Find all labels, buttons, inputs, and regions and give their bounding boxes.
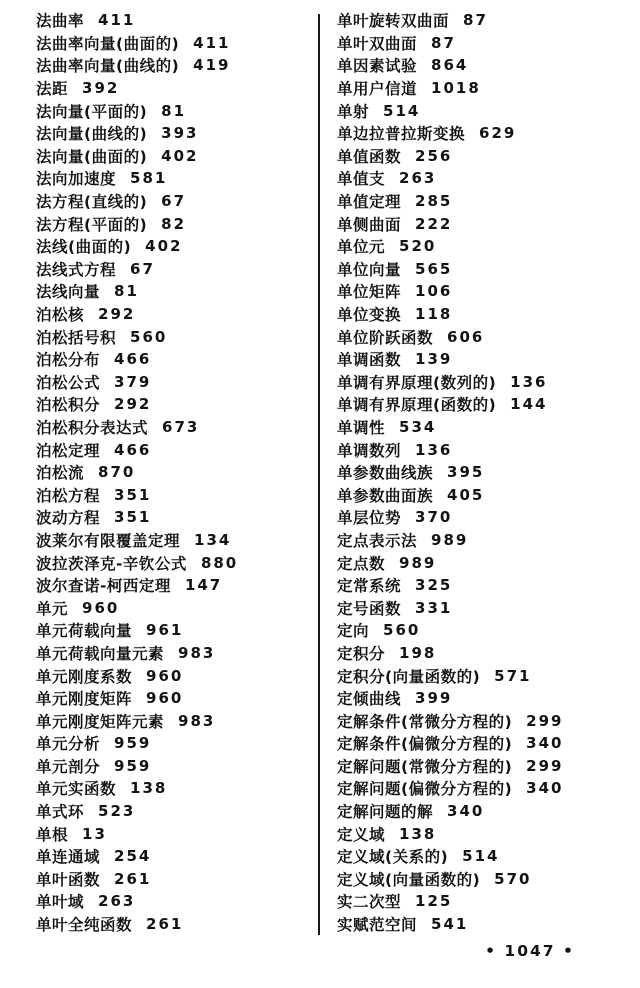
index-entry xyxy=(36,845,314,868)
entry-page-number: 285 xyxy=(415,192,453,211)
entry-page-number: 960 xyxy=(82,598,120,617)
entry-term: 法向量(曲线的) xyxy=(36,125,148,144)
entry-page-number: 419 xyxy=(193,56,231,75)
entry-term: 单参数曲面族 xyxy=(337,486,434,505)
index-entry xyxy=(36,258,314,281)
index-entry xyxy=(36,99,314,122)
index-entry xyxy=(337,732,637,755)
index-entry xyxy=(36,303,314,326)
entry-term: 单因素试验 xyxy=(337,57,418,76)
entry-term: 单值定理 xyxy=(337,193,402,212)
entry-term: 单边拉普拉斯变换 xyxy=(337,125,466,144)
entry-term: 定倾曲线 xyxy=(337,690,402,709)
entry-page-number: 402 xyxy=(145,237,183,256)
entry-term: 法曲率向量(曲面的) xyxy=(36,34,180,53)
entry-page-number: 106 xyxy=(415,282,453,301)
entry-page-number: 136 xyxy=(415,440,453,459)
entry-term: 单元刚度矩阵元素 xyxy=(36,712,165,731)
entry-term: 定解条件(偏微分方程的) xyxy=(337,735,513,754)
entry-page-number: 959 xyxy=(114,734,152,753)
entry-page-number: 606 xyxy=(447,327,485,346)
index-entry xyxy=(36,122,314,145)
entry-term: 法曲率向量(曲线的) xyxy=(36,57,180,76)
index-entry xyxy=(337,574,637,597)
entry-page-number: 87 xyxy=(463,11,488,30)
index-entry xyxy=(337,687,637,710)
entry-term: 单元剖分 xyxy=(36,757,101,776)
index-entry xyxy=(337,190,637,213)
entry-term: 实二次型 xyxy=(337,893,402,912)
entry-term: 单调有界原理(函数的) xyxy=(337,396,497,415)
entry-page-number: 393 xyxy=(161,124,199,143)
index-entry xyxy=(337,303,637,326)
entry-term: 泊松括号积 xyxy=(36,328,117,347)
index-entry xyxy=(337,32,637,55)
index-entry xyxy=(337,122,637,145)
entry-term: 定义域(向量函数的) xyxy=(337,870,481,889)
page-number: • 1047 • xyxy=(485,942,575,960)
entry-term: 单叶旋转双曲面 xyxy=(337,12,450,31)
index-entry xyxy=(36,212,314,235)
index-entry xyxy=(337,664,637,687)
entry-page-number: 673 xyxy=(162,417,200,436)
index-entry xyxy=(36,325,314,348)
entry-page-number: 534 xyxy=(399,417,437,436)
index-entry xyxy=(36,393,314,416)
entry-page-number: 370 xyxy=(415,508,453,527)
index-entry xyxy=(337,596,637,619)
index-entry xyxy=(36,777,314,800)
entry-page-number: 959 xyxy=(114,756,152,775)
index-entry xyxy=(36,687,314,710)
entry-term: 法方程(平面的) xyxy=(36,215,148,234)
entry-page-number: 125 xyxy=(415,892,453,911)
entry-term: 法线式方程 xyxy=(36,260,117,279)
index-column-left xyxy=(36,9,314,935)
entry-term: 单元实函数 xyxy=(36,780,117,799)
entry-page-number: 299 xyxy=(526,711,564,730)
entry-page-number: 261 xyxy=(146,915,184,934)
entry-page-number: 880 xyxy=(200,553,239,572)
entry-page-number: 256 xyxy=(415,146,453,165)
index-entry xyxy=(337,393,637,416)
entry-term: 定点数 xyxy=(337,554,386,573)
entry-term: 单元荷载向量 xyxy=(36,622,133,641)
index-entry xyxy=(36,868,314,891)
entry-page-number: 523 xyxy=(98,802,136,821)
index-entry xyxy=(36,235,314,258)
index-column-right xyxy=(337,9,637,935)
entry-term: 单位阶跃函数 xyxy=(337,328,434,347)
entry-term: 单调函数 xyxy=(337,351,402,370)
entry-page-number: 960 xyxy=(146,666,184,685)
entry-page-number: 139 xyxy=(415,350,453,369)
index-entry xyxy=(337,348,637,371)
index-entry xyxy=(36,280,314,303)
index-entry xyxy=(337,755,637,778)
entry-page-number: 263 xyxy=(399,169,437,188)
entry-term: 单叶域 xyxy=(36,893,85,912)
entry-page-number: 87 xyxy=(431,33,456,52)
entry-page-number: 67 xyxy=(130,259,155,278)
index-entry xyxy=(36,822,314,845)
entry-page-number: 254 xyxy=(114,847,152,866)
index-entry xyxy=(36,32,314,55)
entry-page-number: 989 xyxy=(431,530,469,549)
index-entry xyxy=(36,642,314,665)
index-entry xyxy=(36,371,314,394)
entry-page-number: 261 xyxy=(114,869,152,888)
entry-term: 单射 xyxy=(337,102,370,121)
index-entry xyxy=(337,212,637,235)
entry-term: 定解问题(偏微分方程的) xyxy=(337,780,513,799)
entry-term: 单值函数 xyxy=(337,147,402,166)
entry-page-number: 629 xyxy=(479,124,517,143)
index-entry xyxy=(337,709,637,732)
index-entry xyxy=(36,755,314,778)
index-entry xyxy=(337,438,637,461)
entry-term: 法向加速度 xyxy=(36,170,117,189)
entry-page-number: 138 xyxy=(130,779,168,798)
index-entry xyxy=(36,167,314,190)
entry-term: 单位向量 xyxy=(337,260,402,279)
index-entry xyxy=(36,483,314,506)
entry-page-number: 411 xyxy=(98,11,136,30)
entry-page-number: 541 xyxy=(431,915,469,934)
index-entry xyxy=(337,822,637,845)
entry-page-number: 292 xyxy=(114,395,152,414)
entry-term: 波莱尔有限覆盖定理 xyxy=(36,531,181,550)
entry-term: 单调数列 xyxy=(337,441,402,460)
entry-term: 单叶双曲面 xyxy=(337,34,418,53)
index-entry xyxy=(36,913,314,936)
entry-page-number: 331 xyxy=(415,598,453,617)
index-entry xyxy=(337,483,637,506)
entry-term: 定积分 xyxy=(337,644,386,663)
index-entry xyxy=(337,9,637,32)
index-entry xyxy=(36,596,314,619)
entry-page-number: 983 xyxy=(178,711,216,730)
entry-page-number: 405 xyxy=(447,485,485,504)
entry-page-number: 81 xyxy=(161,101,187,120)
entry-page-number: 399 xyxy=(415,689,453,708)
index-entry xyxy=(36,438,314,461)
index-entry xyxy=(36,551,314,574)
entry-term: 定解条件(常微分方程的) xyxy=(337,712,513,731)
entry-page-number: 198 xyxy=(399,643,437,662)
entry-page-number: 340 xyxy=(526,734,564,753)
entry-term: 波尔查诺-柯西定理 xyxy=(36,577,171,596)
index-entry xyxy=(337,913,637,936)
entry-term: 单元 xyxy=(36,599,69,618)
entry-term: 单元刚度系数 xyxy=(36,667,133,686)
entry-page-number: 144 xyxy=(510,395,548,414)
entry-term: 单元分析 xyxy=(36,735,101,754)
entry-term: 单调有界原理(数列的) xyxy=(337,373,497,392)
entry-page-number: 392 xyxy=(82,79,120,98)
index-entry xyxy=(337,99,637,122)
entry-term: 法线向量 xyxy=(36,283,101,302)
index-entry xyxy=(337,145,637,168)
entry-page-number: 989 xyxy=(399,553,437,572)
index-entry xyxy=(337,325,637,348)
entry-term: 定向 xyxy=(337,622,370,641)
index-entry xyxy=(337,167,637,190)
entry-page-number: 136 xyxy=(510,372,548,391)
entry-term: 实赋范空间 xyxy=(337,916,418,935)
index-entry xyxy=(36,529,314,552)
entry-term: 单值支 xyxy=(337,170,386,189)
entry-page-number: 340 xyxy=(447,802,485,821)
entry-page-number: 292 xyxy=(98,305,136,324)
entry-term: 单叶函数 xyxy=(36,870,101,889)
entry-page-number: 560 xyxy=(383,621,421,640)
entry-term: 单式环 xyxy=(36,803,85,822)
entry-term: 泊松公式 xyxy=(36,373,101,392)
index-entry xyxy=(36,732,314,755)
index-entry xyxy=(337,529,637,552)
entry-page-number: 134 xyxy=(194,530,232,549)
entry-term: 法曲率 xyxy=(36,12,85,31)
entry-term: 单用户信道 xyxy=(337,80,418,99)
entry-term: 法距 xyxy=(36,80,69,99)
entry-term: 单调性 xyxy=(337,418,386,437)
entry-page-number: 402 xyxy=(161,146,199,165)
index-entry xyxy=(337,551,637,574)
entry-page-number: 870 xyxy=(98,463,136,482)
entry-page-number: 81 xyxy=(114,282,139,301)
index-entry xyxy=(337,235,637,258)
entry-page-number: 565 xyxy=(415,259,453,278)
index-entry xyxy=(36,145,314,168)
index-entry xyxy=(36,574,314,597)
entry-page-number: 395 xyxy=(447,463,485,482)
entry-term: 定积分(向量函数的) xyxy=(337,667,481,686)
entry-term: 单连通域 xyxy=(36,848,101,867)
entry-term: 泊松流 xyxy=(36,464,85,483)
entry-page-number: 983 xyxy=(178,643,216,662)
entry-page-number: 961 xyxy=(146,621,184,640)
entry-term: 单根 xyxy=(36,825,69,844)
index-entry xyxy=(36,664,314,687)
entry-term: 单层位势 xyxy=(337,509,402,528)
index-entry xyxy=(337,868,637,891)
index-entry xyxy=(36,190,314,213)
entry-term: 单位变换 xyxy=(337,306,402,325)
entry-page-number: 263 xyxy=(98,892,136,911)
entry-term: 泊松核 xyxy=(36,306,85,325)
entry-page-number: 560 xyxy=(130,327,168,346)
index-entry xyxy=(337,777,637,800)
entry-term: 泊松方程 xyxy=(36,486,101,505)
entry-page-number: 138 xyxy=(399,824,437,843)
entry-term: 定号函数 xyxy=(337,599,402,618)
index-entry xyxy=(36,800,314,823)
index-entry xyxy=(36,416,314,439)
column-divider-rule xyxy=(318,14,320,935)
index-entry xyxy=(337,619,637,642)
index-entry xyxy=(36,461,314,484)
entry-page-number: 1018 xyxy=(431,79,481,98)
entry-page-number: 325 xyxy=(415,576,453,595)
index-entry xyxy=(337,280,637,303)
index-entry xyxy=(337,461,637,484)
entry-term: 单位元 xyxy=(337,238,386,257)
index-entry xyxy=(337,506,637,529)
entry-page-number: 581 xyxy=(130,169,168,188)
index-entry xyxy=(36,890,314,913)
entry-term: 泊松分布 xyxy=(36,351,101,370)
index-entry xyxy=(36,619,314,642)
entry-term: 波拉茨泽克-辛钦公式 xyxy=(36,554,187,573)
index-entry xyxy=(337,845,637,868)
index-entry xyxy=(337,800,637,823)
entry-page-number: 299 xyxy=(526,756,564,775)
entry-page-number: 67 xyxy=(161,192,187,211)
index-entry xyxy=(337,416,637,439)
index-entry xyxy=(36,54,314,77)
entry-term: 单参数曲线族 xyxy=(337,464,434,483)
entry-term: 法线(曲面的) xyxy=(36,238,132,257)
index-entry xyxy=(36,9,314,32)
entry-page-number: 571 xyxy=(494,666,532,685)
entry-page-number: 351 xyxy=(114,485,152,504)
entry-term: 法向量(平面的) xyxy=(36,102,148,121)
entry-term: 定义域(关系的) xyxy=(337,848,449,867)
entry-page-number: 514 xyxy=(383,101,421,120)
entry-term: 定点表示法 xyxy=(337,531,418,550)
entry-term: 单位矩阵 xyxy=(337,283,402,302)
entry-term: 单叶全纯函数 xyxy=(36,916,133,935)
index-entry xyxy=(337,890,637,913)
entry-page-number: 118 xyxy=(415,305,453,324)
entry-term: 泊松定理 xyxy=(36,441,101,460)
index-entry xyxy=(36,348,314,371)
entry-page-number: 864 xyxy=(431,56,469,75)
entry-page-number: 147 xyxy=(184,576,223,595)
entry-term: 泊松积分 xyxy=(36,396,101,415)
entry-term: 单元荷载向量元素 xyxy=(36,644,165,663)
entry-term: 定解问题(常微分方程的) xyxy=(337,757,513,776)
entry-term: 法向量(曲面的) xyxy=(36,147,148,166)
entry-page-number: 13 xyxy=(82,824,107,843)
entry-page-number: 960 xyxy=(146,689,184,708)
index-entry xyxy=(36,709,314,732)
entry-term: 法方程(直线的) xyxy=(36,193,148,212)
index-entry xyxy=(36,77,314,100)
index-entry xyxy=(36,506,314,529)
entry-term: 波动方程 xyxy=(36,509,101,528)
entry-page-number: 411 xyxy=(193,33,231,52)
index-entry xyxy=(337,54,637,77)
entry-term: 定义域 xyxy=(337,825,386,844)
entry-page-number: 379 xyxy=(114,372,152,391)
entry-page-number: 340 xyxy=(526,779,564,798)
entry-term: 单元刚度矩阵 xyxy=(36,690,133,709)
index-entry xyxy=(337,77,637,100)
entry-page-number: 570 xyxy=(494,869,532,888)
index-entry xyxy=(337,642,637,665)
entry-page-number: 514 xyxy=(462,847,500,866)
entry-page-number: 466 xyxy=(114,440,152,459)
entry-term: 定解问题的解 xyxy=(337,803,434,822)
entry-page-number: 222 xyxy=(415,214,453,233)
entry-page-number: 351 xyxy=(114,508,152,527)
entry-term: 定常系统 xyxy=(337,577,402,596)
index-entry xyxy=(337,258,637,281)
entry-term: 单侧曲面 xyxy=(337,215,402,234)
entry-page-number: 466 xyxy=(114,350,152,369)
index-entry xyxy=(337,371,637,394)
entry-page-number: 520 xyxy=(399,237,437,256)
entry-term: 泊松积分表达式 xyxy=(36,418,149,437)
entry-page-number: 82 xyxy=(161,214,187,233)
